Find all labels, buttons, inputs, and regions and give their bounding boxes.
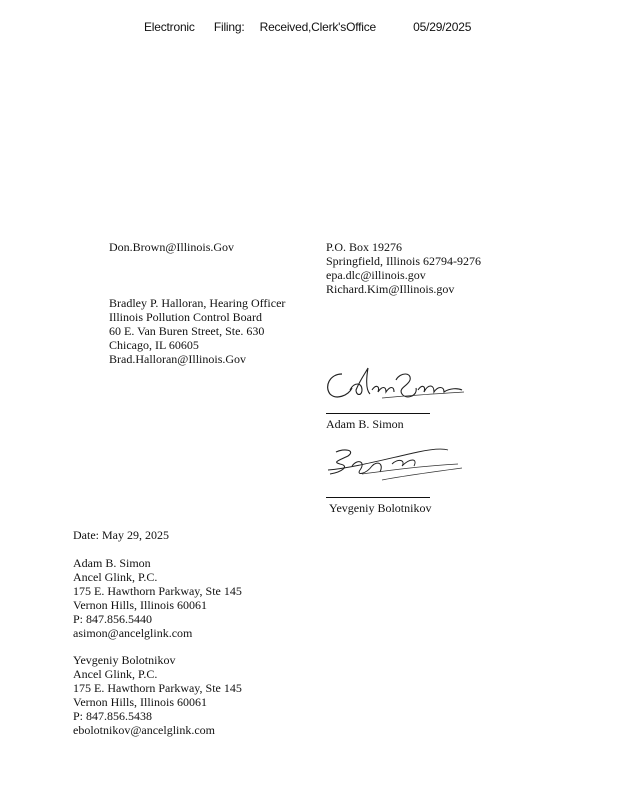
counsel-phone: P: 847.856.5438 (73, 709, 153, 723)
service-list-left-top (109, 240, 234, 254)
header-filing: Filing: (213, 20, 245, 34)
email-text: Richard.Kim@Illinois.gov (326, 282, 455, 296)
counsel-name: Adam B. Simon (73, 556, 151, 570)
email-text: epa.dlc@illinois.gov (326, 268, 426, 282)
hearing-officer-block (109, 296, 285, 366)
bolotnikov-signature-line (326, 497, 430, 498)
simon-signature-line (326, 413, 430, 414)
counsel-address: 175 E. Hawthorn Parkway, Ste 145 (73, 584, 242, 598)
address-line: P.O. Box 19276 (326, 240, 403, 254)
counsel-block-simon (73, 556, 242, 640)
counsel-city: Vernon Hills, Illinois 60061 (73, 598, 207, 612)
counsel-email: ebolotnikov@ancelglink.com (73, 723, 216, 737)
counsel-address: 175 E. Hawthorn Parkway, Ste 145 (73, 681, 242, 695)
counsel-firm: Ancel Glink, P.C. (73, 570, 158, 584)
bolotnikov-signature-icon (322, 444, 467, 490)
counsel-email: asimon@ancelglink.com (73, 626, 193, 640)
bolotnikov-signature-name: Yevgeniy Bolotnikov (329, 501, 432, 515)
counsel-city: Vernon Hills, Illinois 60061 (73, 695, 207, 709)
service-list-right-top (326, 240, 481, 296)
header-received: Received,Clerk'sOffice (259, 20, 376, 34)
address-line: Illinois Pollution Control Board (109, 310, 263, 324)
counsel-name: Yevgeniy Bolotnikov (73, 653, 176, 667)
simon-signature-name: Adam B. Simon (326, 417, 404, 431)
date-text: Date: May 29, 2025 (73, 528, 169, 542)
date-line (73, 528, 169, 542)
filing-stamp-header (144, 20, 471, 34)
address-line: Bradley P. Halloran, Hearing Officer (109, 296, 286, 310)
header-date: 05/29/2025 (413, 20, 472, 34)
address-line: Chicago, IL 60605 (109, 338, 199, 352)
counsel-phone: P: 847.856.5440 (73, 612, 153, 626)
header-electronic: Electronic (144, 20, 195, 34)
counsel-block-bolotnikov (73, 653, 242, 737)
email-text: Brad.Halloran@Illinois.Gov (109, 352, 247, 366)
counsel-firm: Ancel Glink, P.C. (73, 667, 158, 681)
email-text: Don.Brown@Illinois.Gov (109, 240, 235, 254)
address-line: Springfield, Illinois 62794-9276 (326, 254, 481, 268)
address-line: 60 E. Van Buren Street, Ste. 630 (109, 324, 265, 338)
simon-signature-icon (322, 360, 472, 408)
